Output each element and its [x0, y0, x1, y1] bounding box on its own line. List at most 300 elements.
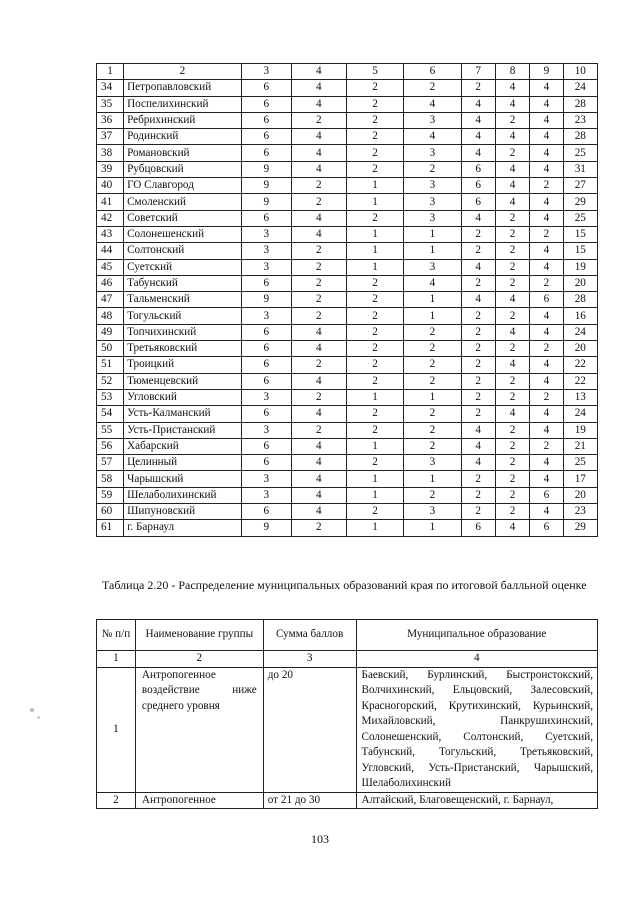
group-name: Антропогенное воздействие ниже среднего уровня [135, 667, 263, 792]
header-muni: Муниципальное образование [356, 620, 597, 651]
score-cell: 2 [291, 308, 346, 324]
score-cell: 2 [346, 308, 403, 324]
score-cell: 3 [241, 389, 291, 405]
score-cell: 1 [404, 520, 461, 536]
score-cell: 4 [291, 129, 346, 145]
row-number: 55 [97, 422, 124, 438]
score-cell: 6 [530, 520, 563, 536]
score-cell: 2 [291, 520, 346, 536]
score-cell: 2 [346, 422, 403, 438]
group-name: Антропогенное [135, 792, 263, 809]
table-row [97, 389, 598, 405]
score-cell: 2 [346, 80, 403, 96]
table-row [97, 194, 598, 210]
score-cell: 4 [291, 455, 346, 471]
row-number: 51 [97, 357, 124, 373]
scan-speck [30, 708, 34, 712]
score-cell: 2 [291, 178, 346, 194]
district-name: Хабарский [124, 438, 242, 454]
table-row [97, 226, 598, 242]
row-number: 58 [97, 471, 124, 487]
row-number: 41 [97, 194, 124, 210]
score-cell: 1 [404, 226, 461, 242]
table-row [97, 455, 598, 471]
score-cell: 6 [530, 292, 563, 308]
score-cell: 2 [495, 226, 529, 242]
score-cell: 4 [495, 357, 529, 373]
score-cell: 2 [495, 422, 529, 438]
column-number: 3 [241, 64, 291, 80]
row-number: 35 [97, 96, 124, 112]
score-cell: 2 [404, 438, 461, 454]
score-cell: 2 [346, 357, 403, 373]
score-cell: 2 [495, 210, 529, 226]
table-row [97, 145, 598, 161]
score-cell: 25 [563, 210, 597, 226]
row-number: 42 [97, 210, 124, 226]
score-cell: 4 [291, 226, 346, 242]
score-cell: 4 [495, 520, 529, 536]
score-range: от 21 до 30 [263, 792, 356, 809]
score-cell: 1 [346, 389, 403, 405]
score-cell: 4 [530, 243, 563, 259]
score-cell: 2 [404, 80, 461, 96]
score-cell: 4 [291, 145, 346, 161]
row-number: 45 [97, 259, 124, 275]
table-row [97, 308, 598, 324]
municipalities: Алтайский, Благовещенский, г. Барнаул, [356, 792, 597, 809]
groups-table-header [97, 620, 598, 651]
score-cell: 2 [404, 357, 461, 373]
score-cell: 2 [495, 308, 529, 324]
score-cell: 2 [530, 341, 563, 357]
score-cell: 4 [461, 292, 495, 308]
score-cell: 1 [346, 471, 403, 487]
score-cell: 2 [495, 275, 529, 291]
score-cell: 2 [495, 145, 529, 161]
score-cell: 2 [530, 275, 563, 291]
row-number: 38 [97, 145, 124, 161]
score-cell: 4 [530, 161, 563, 177]
column-number: 4 [291, 64, 346, 80]
score-cell: 6 [461, 520, 495, 536]
table-caption: Таблица 2.20 - Распределение муниципальных образований края по итоговой балльной оценке [102, 578, 587, 592]
table-row [97, 438, 598, 454]
table-row [97, 259, 598, 275]
score-cell: 6 [241, 373, 291, 389]
score-cell: 3 [404, 455, 461, 471]
row-number: 57 [97, 455, 124, 471]
score-cell: 2 [346, 145, 403, 161]
district-name: Тальменский [124, 292, 242, 308]
row-number: 44 [97, 243, 124, 259]
table-row [97, 792, 598, 809]
score-cell: 6 [241, 210, 291, 226]
district-name: Шипуновский [124, 504, 242, 520]
score-cell: 1 [346, 226, 403, 242]
score-cell: 2 [530, 389, 563, 405]
district-name: Советский [124, 210, 242, 226]
score-cell: 4 [530, 373, 563, 389]
score-cell: 4 [530, 80, 563, 96]
score-cell: 4 [495, 324, 529, 340]
row-number: 50 [97, 341, 124, 357]
column-number: 2 [124, 64, 242, 80]
score-cell: 2 [404, 341, 461, 357]
score-cell: 4 [530, 324, 563, 340]
score-cell: 4 [461, 210, 495, 226]
score-cell: 6 [241, 438, 291, 454]
score-cell: 4 [495, 161, 529, 177]
score-cell: 4 [291, 471, 346, 487]
col-number: 1 [97, 651, 136, 668]
district-name: Рубцовский [124, 161, 242, 177]
score-cell: 20 [563, 275, 597, 291]
score-cell: 20 [563, 341, 597, 357]
district-name: Родинский [124, 129, 242, 145]
score-cell: 3 [404, 194, 461, 210]
score-cell: 4 [461, 112, 495, 128]
score-cell: 4 [495, 178, 529, 194]
score-cell: 2 [495, 504, 529, 520]
score-cell: 3 [404, 145, 461, 161]
column-number: 7 [461, 64, 495, 80]
page-number: 103 [311, 832, 329, 846]
score-cell: 6 [241, 145, 291, 161]
score-cell: 2 [346, 455, 403, 471]
table-row [97, 80, 598, 96]
score-cell: 2 [461, 308, 495, 324]
score-cell: 4 [461, 455, 495, 471]
score-cell: 2 [495, 455, 529, 471]
table-row [97, 112, 598, 128]
table-row [97, 96, 598, 112]
score-cell: 2 [495, 112, 529, 128]
score-cell: 4 [530, 504, 563, 520]
score-cell: 4 [530, 308, 563, 324]
table-row [97, 210, 598, 226]
score-cell: 1 [404, 389, 461, 405]
row-number: 52 [97, 373, 124, 389]
district-name: Суетский [124, 259, 242, 275]
score-cell: 4 [495, 194, 529, 210]
score-cell: 2 [461, 487, 495, 503]
score-cell: 2 [495, 438, 529, 454]
municipalities: Баевский, Бурлинский, Быстроистокский, Волчихинский, Ельцовский, Залесовский, Красногорский, Крутихинский, Курьинский, Михайловский, Панкрушихинский, Солонешенский, Солтонский, Суетский, Табунский, Тогульский, Третьяковский, Угловский, Усть-Пристанский, Чарышский, Шелаболихинский [356, 667, 597, 792]
row-number: 40 [97, 178, 124, 194]
score-cell: 4 [291, 504, 346, 520]
score-cell: 15 [563, 243, 597, 259]
score-cell: 23 [563, 504, 597, 520]
score-cell: 4 [291, 324, 346, 340]
score-cell: 4 [530, 455, 563, 471]
score-cell: 6 [461, 161, 495, 177]
row-number: 36 [97, 112, 124, 128]
score-cell: 2 [530, 438, 563, 454]
table-row [97, 178, 598, 194]
score-cell: 9 [241, 520, 291, 536]
score-cell: 2 [461, 504, 495, 520]
score-cell: 4 [291, 373, 346, 389]
scores-table-header [97, 64, 598, 80]
score-cell: 4 [530, 112, 563, 128]
score-cell: 4 [291, 80, 346, 96]
row-number: 39 [97, 161, 124, 177]
score-cell: 4 [495, 96, 529, 112]
row-number: 48 [97, 308, 124, 324]
column-number: 10 [563, 64, 597, 80]
score-cell: 4 [495, 80, 529, 96]
score-cell: 6 [241, 129, 291, 145]
district-name: Третьяковский [124, 341, 242, 357]
score-cell: 3 [241, 259, 291, 275]
score-cell: 2 [495, 341, 529, 357]
score-cell: 4 [495, 129, 529, 145]
score-cell: 4 [461, 259, 495, 275]
score-cell: 6 [241, 275, 291, 291]
score-cell: 24 [563, 406, 597, 422]
row-number: 37 [97, 129, 124, 145]
district-name: Тогульский [124, 308, 242, 324]
score-cell: 6 [241, 341, 291, 357]
scan-speck [37, 716, 40, 719]
score-cell: 2 [291, 357, 346, 373]
district-name: Смоленский [124, 194, 242, 210]
score-cell: 3 [404, 210, 461, 226]
score-cell: 6 [241, 112, 291, 128]
row-number: 47 [97, 292, 124, 308]
score-cell: 4 [404, 275, 461, 291]
table-row [97, 341, 598, 357]
score-cell: 1 [346, 520, 403, 536]
score-cell: 4 [530, 406, 563, 422]
score-cell: 4 [291, 161, 346, 177]
row-number: 53 [97, 389, 124, 405]
score-cell: 2 [291, 292, 346, 308]
score-cell: 4 [291, 96, 346, 112]
score-cell: 6 [530, 487, 563, 503]
score-cell: 2 [291, 259, 346, 275]
score-cell: 2 [346, 406, 403, 422]
score-cell: 2 [461, 80, 495, 96]
district-name: Чарышский [124, 471, 242, 487]
groups-table-col-numbers [97, 651, 598, 668]
score-cell: 24 [563, 324, 597, 340]
score-cell: 6 [241, 324, 291, 340]
row-number: 34 [97, 80, 124, 96]
score-cell: 2 [404, 406, 461, 422]
score-cell: 6 [241, 96, 291, 112]
score-cell: 2 [346, 129, 403, 145]
score-cell: 2 [346, 210, 403, 226]
score-cell: 2 [530, 178, 563, 194]
score-cell: 17 [563, 471, 597, 487]
district-name: Усть-Калманский [124, 406, 242, 422]
score-cell: 1 [346, 194, 403, 210]
score-cell: 31 [563, 161, 597, 177]
district-name: Солонешенский [124, 226, 242, 242]
score-cell: 4 [530, 129, 563, 145]
score-cell: 2 [346, 161, 403, 177]
score-cell: 3 [404, 504, 461, 520]
score-cell: 2 [404, 324, 461, 340]
score-cell: 9 [241, 194, 291, 210]
score-cell: 1 [404, 308, 461, 324]
score-cell: 27 [563, 178, 597, 194]
score-cell: 2 [404, 422, 461, 438]
table-row [97, 275, 598, 291]
score-cell: 4 [530, 210, 563, 226]
score-cell: 2 [461, 389, 495, 405]
district-name: Петропавловский [124, 80, 242, 96]
row-index: 1 [97, 667, 136, 792]
district-name: г. Барнаул [124, 520, 242, 536]
score-cell: 2 [346, 324, 403, 340]
table-row [97, 357, 598, 373]
score-cell: 25 [563, 455, 597, 471]
score-cell: 4 [291, 487, 346, 503]
row-number: 46 [97, 275, 124, 291]
score-cell: 9 [241, 178, 291, 194]
table-row [97, 406, 598, 422]
table-row [97, 129, 598, 145]
district-name: Поспелихинский [124, 96, 242, 112]
score-cell: 4 [291, 438, 346, 454]
col-number: 4 [356, 651, 597, 668]
score-cell: 6 [461, 178, 495, 194]
score-cell: 4 [404, 96, 461, 112]
table-row [97, 504, 598, 520]
district-name: Солтонский [124, 243, 242, 259]
score-cell: 23 [563, 112, 597, 128]
table-row [97, 667, 598, 792]
row-number: 60 [97, 504, 124, 520]
score-cell: 2 [495, 471, 529, 487]
score-cell: 2 [346, 275, 403, 291]
score-cell: 3 [241, 226, 291, 242]
table-row [97, 520, 598, 536]
score-cell: 2 [461, 373, 495, 389]
row-number: 49 [97, 324, 124, 340]
row-number: 43 [97, 226, 124, 242]
score-cell: 2 [404, 487, 461, 503]
score-cell: 2 [291, 422, 346, 438]
score-cell: 4 [291, 210, 346, 226]
table-row [97, 161, 598, 177]
row-number: 59 [97, 487, 124, 503]
col-number: 3 [263, 651, 356, 668]
table-row [97, 487, 598, 503]
district-name: Тюменцевский [124, 373, 242, 389]
district-name: Романовский [124, 145, 242, 161]
score-cell: 3 [404, 112, 461, 128]
score-cell: 6 [241, 504, 291, 520]
score-cell: 2 [291, 389, 346, 405]
score-cell: 25 [563, 145, 597, 161]
score-cell: 4 [291, 406, 346, 422]
score-cell: 2 [291, 112, 346, 128]
score-cell: 2 [495, 243, 529, 259]
score-cell: 3 [404, 259, 461, 275]
score-cell: 1 [404, 292, 461, 308]
score-cell: 2 [346, 341, 403, 357]
score-cell: 28 [563, 129, 597, 145]
district-name: Троицкий [124, 357, 242, 373]
score-cell: 2 [404, 373, 461, 389]
column-number: 5 [346, 64, 403, 80]
score-cell: 6 [241, 80, 291, 96]
score-cell: 2 [461, 226, 495, 242]
score-range: до 20 [263, 667, 356, 792]
score-cell: 2 [461, 324, 495, 340]
score-cell: 4 [530, 259, 563, 275]
score-cell: 1 [346, 487, 403, 503]
table-row [97, 471, 598, 487]
score-cell: 3 [241, 308, 291, 324]
column-number: 8 [495, 64, 529, 80]
score-cell: 3 [241, 487, 291, 503]
score-cell: 2 [346, 504, 403, 520]
score-cell: 3 [241, 422, 291, 438]
score-cell: 6 [241, 455, 291, 471]
score-cell: 4 [530, 471, 563, 487]
district-name: ГО Славгород [124, 178, 242, 194]
row-number: 54 [97, 406, 124, 422]
score-cell: 29 [563, 194, 597, 210]
score-cell: 4 [461, 438, 495, 454]
header-sum: Сумма баллов [263, 620, 356, 651]
district-name: Топчихинский [124, 324, 242, 340]
score-cell: 4 [461, 129, 495, 145]
score-cell: 2 [346, 373, 403, 389]
score-cell: 20 [563, 487, 597, 503]
score-cell: 2 [346, 112, 403, 128]
table-row [97, 243, 598, 259]
score-cell: 4 [530, 357, 563, 373]
district-name: Усть-Пристанский [124, 422, 242, 438]
score-cell: 16 [563, 308, 597, 324]
score-cell: 2 [461, 341, 495, 357]
header-num: № п/п [97, 620, 136, 651]
table-row [97, 422, 598, 438]
groups-table [96, 619, 598, 809]
score-cell: 2 [461, 357, 495, 373]
score-cell: 1 [404, 243, 461, 259]
score-cell: 2 [291, 194, 346, 210]
col-number: 2 [135, 651, 263, 668]
score-cell: 22 [563, 373, 597, 389]
district-name: Угловский [124, 389, 242, 405]
score-cell: 19 [563, 259, 597, 275]
score-cell: 24 [563, 80, 597, 96]
score-cell: 4 [404, 129, 461, 145]
table-row [97, 324, 598, 340]
score-cell: 4 [530, 145, 563, 161]
scores-table [96, 63, 598, 537]
score-cell: 3 [241, 243, 291, 259]
score-cell: 29 [563, 520, 597, 536]
score-cell: 4 [530, 96, 563, 112]
score-cell: 4 [461, 96, 495, 112]
score-cell: 2 [346, 96, 403, 112]
score-cell: 2 [495, 373, 529, 389]
score-cell: 15 [563, 226, 597, 242]
row-index: 2 [97, 792, 136, 809]
score-cell: 4 [461, 145, 495, 161]
score-cell: 3 [241, 471, 291, 487]
district-name: Целинный [124, 455, 242, 471]
score-cell: 21 [563, 438, 597, 454]
